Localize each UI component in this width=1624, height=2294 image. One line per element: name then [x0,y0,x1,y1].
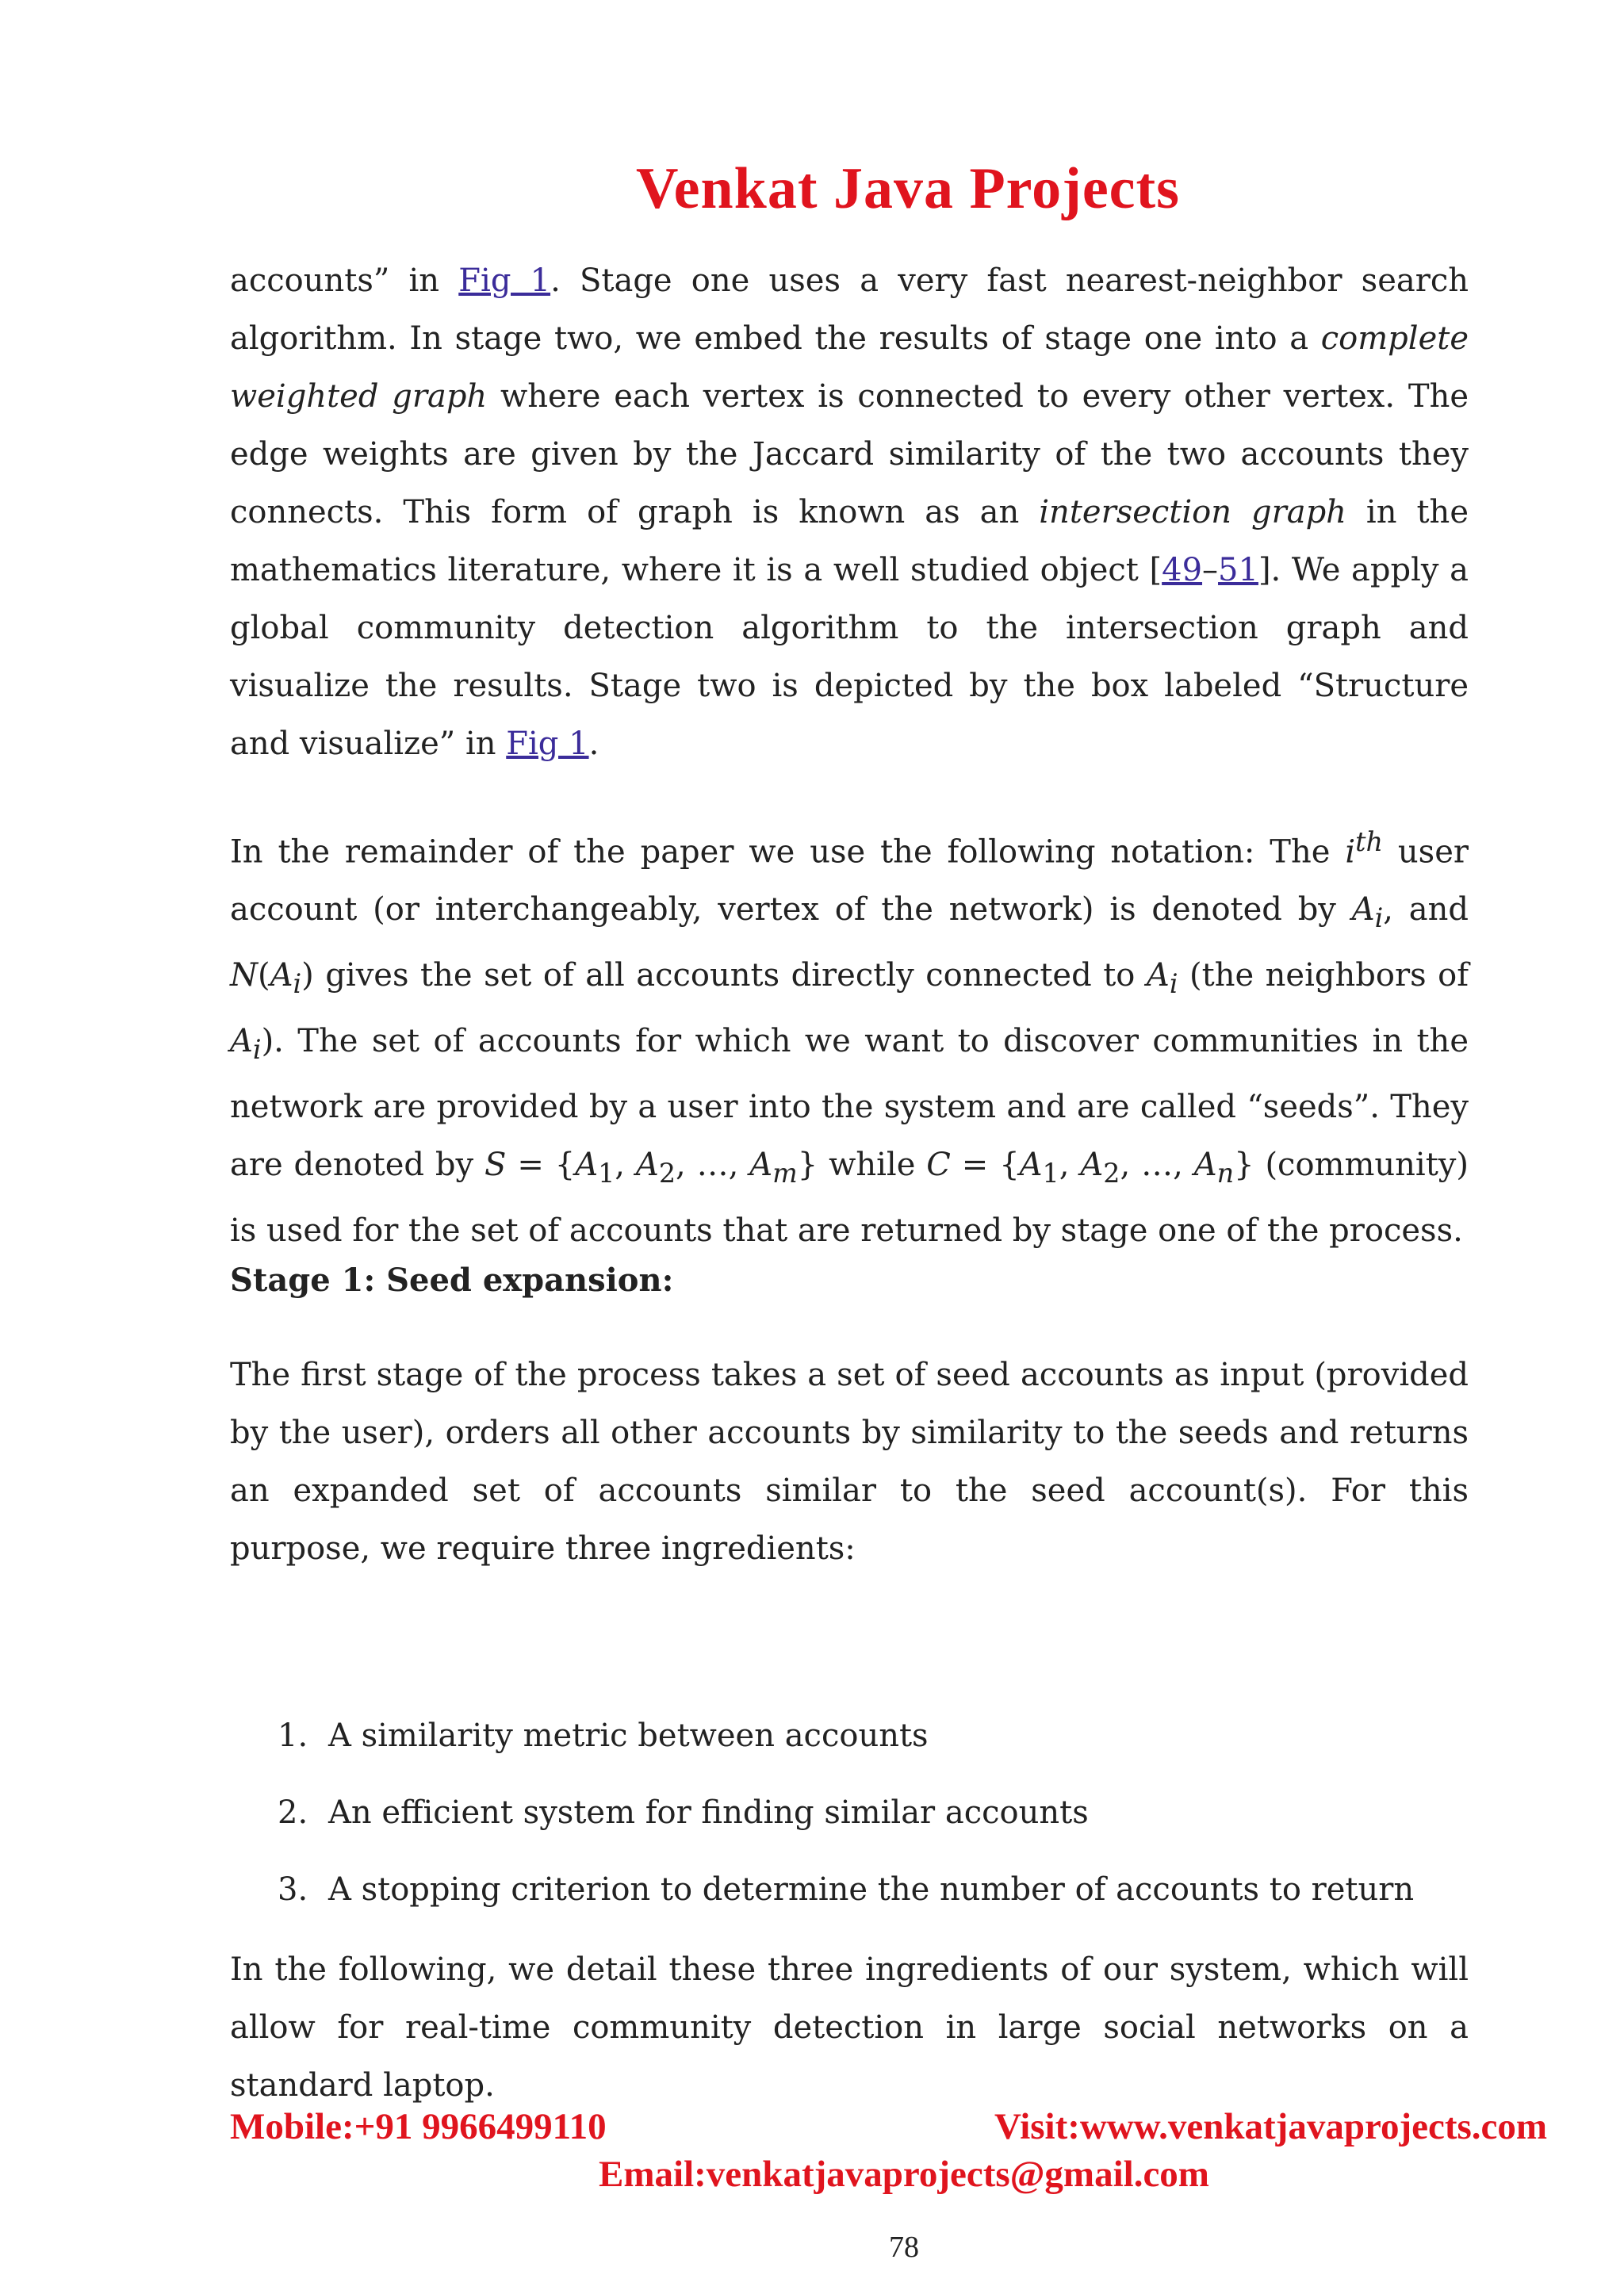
paragraph-notation: In the remainder of the paper we use the following notation: The $i^{th}$ user account (or interchangeably, vertex of the network) is denoted by $A_i$, and $N(A_i)$ gives the set of all accounts directly connected to $A_i$ (the neighbors of $A_i$). The set of accounts for which we want to discover communities in the network are provided by a user into the system and are called “seeds”. They are denoted by $S = \{A_1$, $A_2$, …, $A_m$} while $C = \{A_1$, $A_2$, …, $A_n$} (community) is used for the set of accounts that are returned by stage one of the process. [230,826,1469,1250]
footer-email: Email:venkatjavaprojects@gmail.com [599,2154,1209,2195]
paragraph-stage1: The first stage of the process takes a set of seed accounts as input (provided by the user), orders all other accounts by similarity to the seeds and returns an expanded set of accounts similar to the seed account(s). For this purpose, we require three ingredients: [230,1357,1469,1567]
stage1-heading: Stage 1: Seed expansion: [230,1262,674,1299]
citation-51-link[interactable]: 51 [1218,552,1258,588]
ingredients-list [278,1707,1414,1938]
citation-49-link[interactable]: 49 [1162,552,1203,588]
fig1-link[interactable]: Fig 1 [458,262,551,299]
page-header-title: Venkat Java Projects [636,156,1180,221]
list-item: 1. A similarity metric between accounts [278,1718,929,1754]
list-item: 2. An efficient system for finding similar accounts [278,1794,1089,1831]
paragraph-following: In the following, we detail these three ingredients of our system, which will allow for real-time community detection in large social networks on a standard laptop. [230,1951,1469,2104]
list-item: 3. A stopping criterion to determine the number of accounts to return [278,1871,1415,1908]
page-number: 78 [889,2231,919,2264]
footer-website: Visit:www.venkatjavaprojects.com [994,2106,1548,2147]
paragraph-stages: accounts” in Fig 1. Stage one uses a very fast nearest-neighbor search algorithm. In stage two, we embed the results of stage one into a complete weighted graph where each vertex is connected to every other vertex. The edge weights are given by the Jaccard similarity of the two accounts they connects. This form of graph is known as an intersection graph in the mathematics literature, where it is a well studied object [49–51]. We apply a global community detection algorithm to the intersection graph and visualize the results. Stage two is depicted by the box labeled “Structure and visualize” in Fig 1. [230,262,1469,762]
footer-mobile: Mobile:+91 9966499110 [230,2106,607,2147]
fig1-link-2[interactable]: Fig 1 [506,726,589,762]
